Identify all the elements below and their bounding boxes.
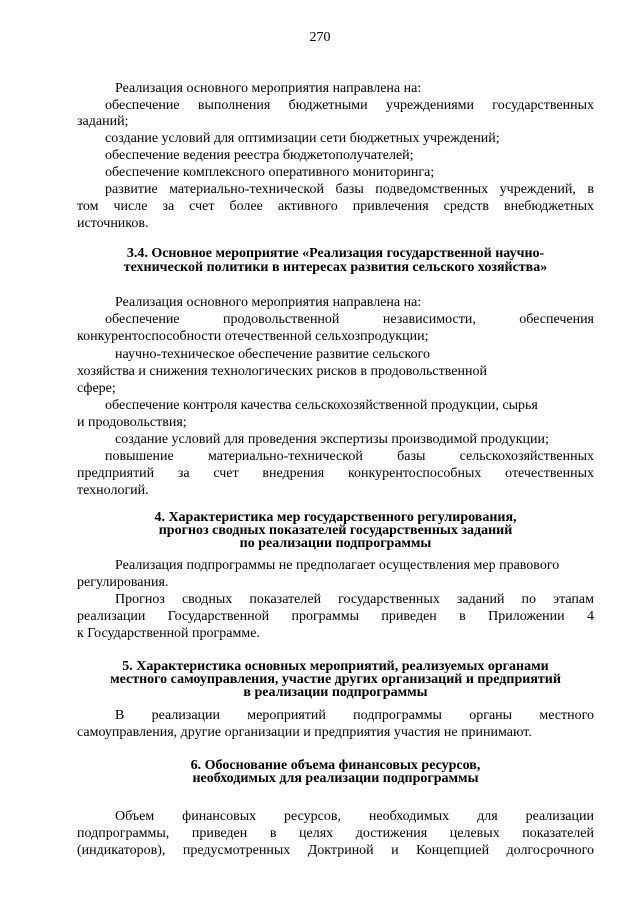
text-line: повышение материально-технической базы сельскохозяйственных xyxy=(105,449,594,464)
section-heading: по реализации подпрограммы xyxy=(239,536,432,551)
section-heading: 6. Обоснование объема финансовых ресурсов, xyxy=(190,758,481,773)
text-line: подпрограммы, приведен в целях достижения целевых показателей xyxy=(77,826,594,841)
text-line: В реализации мероприятий подпрограммы органы местного xyxy=(115,708,594,723)
section-heading: прогноз сводных показателей государственных заданий xyxy=(158,523,513,538)
text-line: Реализация основного мероприятия направлена на: xyxy=(115,81,422,96)
text-line: обеспечение продовольственной независимости, обеспечения xyxy=(105,312,594,327)
section-heading: 4. Характеристика мер государственного регулирования, xyxy=(154,510,517,525)
section-heading: местного самоуправления, участие других организаций и предприятий xyxy=(110,672,561,687)
text-line: технологий. xyxy=(77,483,149,498)
text-line: Реализация подпрограммы не предполагает осуществления мер правового xyxy=(115,558,560,573)
text-line: создание условий для оптимизации сети бюджетных учреждений; xyxy=(105,131,500,146)
text-line: сфере; xyxy=(77,381,116,396)
text-line: реализации Государственной программы приведен в Приложении 4 xyxy=(77,609,594,624)
section-heading: необходимых для реализации подпрограммы xyxy=(192,771,479,786)
text-line: самоуправления, другие организации и предприятия участия не принимают. xyxy=(77,725,532,740)
text-line: обеспечение контроля качества сельскохозяйственной продукции, сырья xyxy=(105,398,538,413)
text-line: заданий; xyxy=(77,114,129,129)
text-line: регулирования. xyxy=(77,575,169,590)
text-line: и продовольствия; xyxy=(77,415,187,430)
page-number: 270 xyxy=(309,30,331,45)
text-line: предприятий за счет внедрения конкурентоспособных отечественных xyxy=(77,466,594,481)
text-line: конкурентоспособности отечественной сельхозпродукции; xyxy=(77,329,429,344)
section-heading: в реализации подпрограммы xyxy=(243,685,428,700)
section-heading: технической политики в интересах развития сельского хозяйства» xyxy=(123,260,548,275)
section-heading: 5. Характеристика основных мероприятий, реализуемых органами xyxy=(122,659,549,674)
text-line: развитие материально-технической базы подведомственных учреждений, в xyxy=(105,182,594,197)
text-line: (индикаторов), предусмотренных Доктриной и Концепцией долгосрочного xyxy=(77,843,594,858)
text-line: обеспечение выполнения бюджетными учреждениями государственных xyxy=(105,98,594,113)
text-line: обеспечение комплексного оперативного мониторинга; xyxy=(105,165,435,180)
text-line: научно-техническое обеспечение развитие сельского xyxy=(115,347,430,362)
text-line: хозяйства и снижения технологических рисков в продовольственной xyxy=(77,364,487,379)
section-heading: 3.4. Основное мероприятие «Реализация государственной научно- xyxy=(126,246,545,261)
text-line: Объем финансовых ресурсов, необходимых для реализации xyxy=(115,809,594,824)
text-line: к Государственной программе. xyxy=(77,626,260,641)
text-line: том числе за счет более активного привлечения средств внебюджетных xyxy=(77,199,594,214)
text-line: источников. xyxy=(77,216,149,231)
text-line: создание условий для проведения экспертизы производимой продукции; xyxy=(115,432,549,447)
text-line: Прогноз сводных показателей государственных заданий по этапам xyxy=(115,592,594,607)
text-line: Реализация основного мероприятия направлена на: xyxy=(115,295,422,310)
text-line: обеспечение ведения реестра бюджетополучателей; xyxy=(105,148,414,163)
